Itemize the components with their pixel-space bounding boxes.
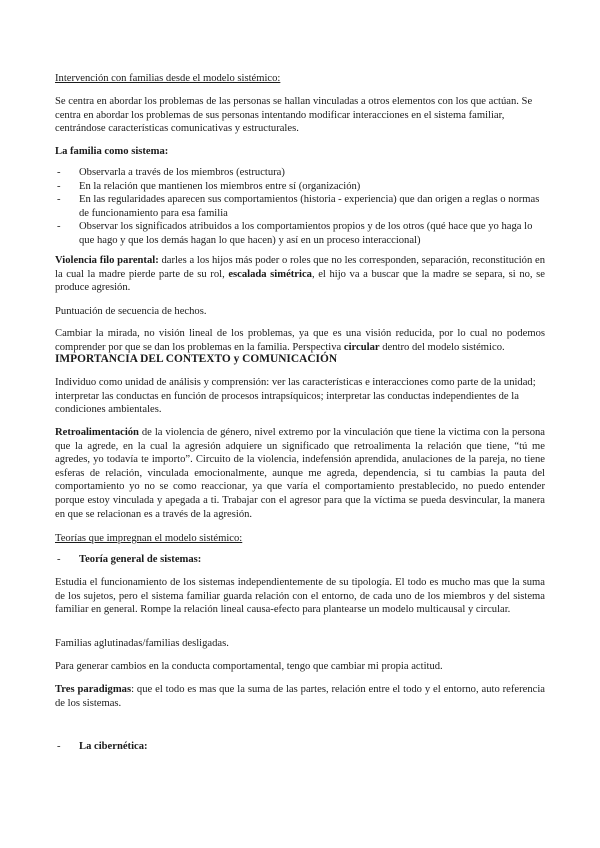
familia-heading-text: La familia como sistema: <box>55 146 169 157</box>
cambiar-text-1: Cambiar la mirada, no visión lineal de los problemas, ya que es una visión reducida, por lo cual no podemos comprender por que se dan los problemas en la familia. Perspectiva <box>55 328 545 353</box>
importancia-heading: IMPORTANCIA DEL CONTEXTO y COMUNICACIÓN <box>55 353 338 365</box>
retro-text: de la violencia de género, nivel extremo por la vinculación que tiene la victima con la persona que la agrede, en la cual la agresión adquiere un significado que retroalimenta la relación que tiene, “tú me agredes, yo todavía te importo”. Circuito de la violencia, indefensión aprendida, anulaciones de la pareja, no tiene esferas de relación, vinculada emocionalmente, aunque me agreda, dependencia, si tu cambias la pauta del comportamiento yo no se como reaccionar, ya que varía el comportamiento prestablecido, no puedo entender porque estoy vinculada y apegada a ti. Trabajar con el agresor para que la víctima se pueda desvincular, la manera en que se relacionan es a través de la agresión. <box>55 427 545 520</box>
intro-paragraph: Se centra en abordar los problemas de las personas se hallan vinculadas a otros elementos con los que actúan. Se centra en abordar los problemas de sus personas intentando modificar interacciones en el sistema familiar, centrándose características comunicativas y estructurales. <box>55 96 533 135</box>
familia-list <box>55 166 545 248</box>
estudia-paragraph: Estudia el funcionamiento de los sistemas independientemente de su tipología. El todo es mucho mas que la suma de los sujetos, pero el sistema familiar guarda relación con el entorno, de cada uno de los miembros y del sistema familiar en general. Rompe la relación lineal causa-efecto para plantearse un modelo multicausal y circular. <box>55 577 545 616</box>
generar-paragraph: Para generar cambios en la conducta comportamental, tengo que cambiar mi propia actitud. <box>55 661 443 672</box>
puntuacion-paragraph: Puntuación de secuencia de hechos. <box>55 306 207 317</box>
cibernetica-list <box>55 740 545 754</box>
list-item: - Observar los significados atribuidos a los comportamientos propios y de los otros (qué hace que yo haga lo que hago y que los demás hagan lo que hacen) y así en un proceso interaccional) <box>55 220 545 247</box>
violencia-paragraph <box>55 254 545 295</box>
cibernetica-heading <box>55 740 545 754</box>
tres-text: : que el todo es mas que la suma de las partes, relación entre el todo y el entorno, auto referencia de los sistemas. <box>55 684 545 709</box>
individuo-paragraph: Individuo como unidad de análisis y comprensión: ver las características e interacciones como parte de la unidad; interpretar las conductas en función de procesos intrapsíquicos; interpretar las conductas independientes de la condiciones ambientales. <box>55 377 536 416</box>
tgs-list <box>55 553 545 567</box>
circular-term: circular <box>343 341 380 353</box>
familias-paragraph: Familias aglutinadas/familias desligadas. <box>55 638 229 649</box>
cambiar-paragraph <box>55 327 545 354</box>
tgs-heading-text: Teoría general de sistemas: <box>79 554 202 565</box>
violencia-term: Violencia filo parental: <box>55 255 159 266</box>
cambiar-text-2: dentro del modelo sistémico. <box>379 341 505 353</box>
retroalimentacion-paragraph <box>55 426 545 521</box>
violencia-text-1: darles a los hijos más poder o roles que no les corresponden, separación, reconstitución en la cual la madre pierde parte de su rol, <box>55 255 545 280</box>
tgs-heading <box>55 553 545 567</box>
violencia-text-2: , el hijo va a buscar que la madre se separa, si no, se produce agresión. <box>55 268 546 294</box>
familia-heading <box>55 145 545 159</box>
cibernetica-heading-text: La cibernética: <box>79 741 148 752</box>
tres-term: Tres paradigmas <box>55 684 132 695</box>
teorias-heading: Teorías que impregnan el modelo sistémico: <box>55 533 243 544</box>
tres-paradigmas-paragraph <box>55 683 545 710</box>
list-item: - Observarla a través de los miembros (estructura) <box>55 166 545 180</box>
document-title: Intervención con familias desde el modelo sistémico: <box>55 73 281 84</box>
retro-term: Retroalimentación <box>55 427 139 438</box>
escalada-term: escalada simétrica <box>228 268 312 280</box>
list-item: - En la relación que mantienen los miembros entre sí (organización) <box>55 180 545 194</box>
list-item: - En las regularidades aparecen sus comportamientos (historia - experiencia) que dan origen a reglas o normas de funcionamiento para esa familia <box>55 193 545 220</box>
